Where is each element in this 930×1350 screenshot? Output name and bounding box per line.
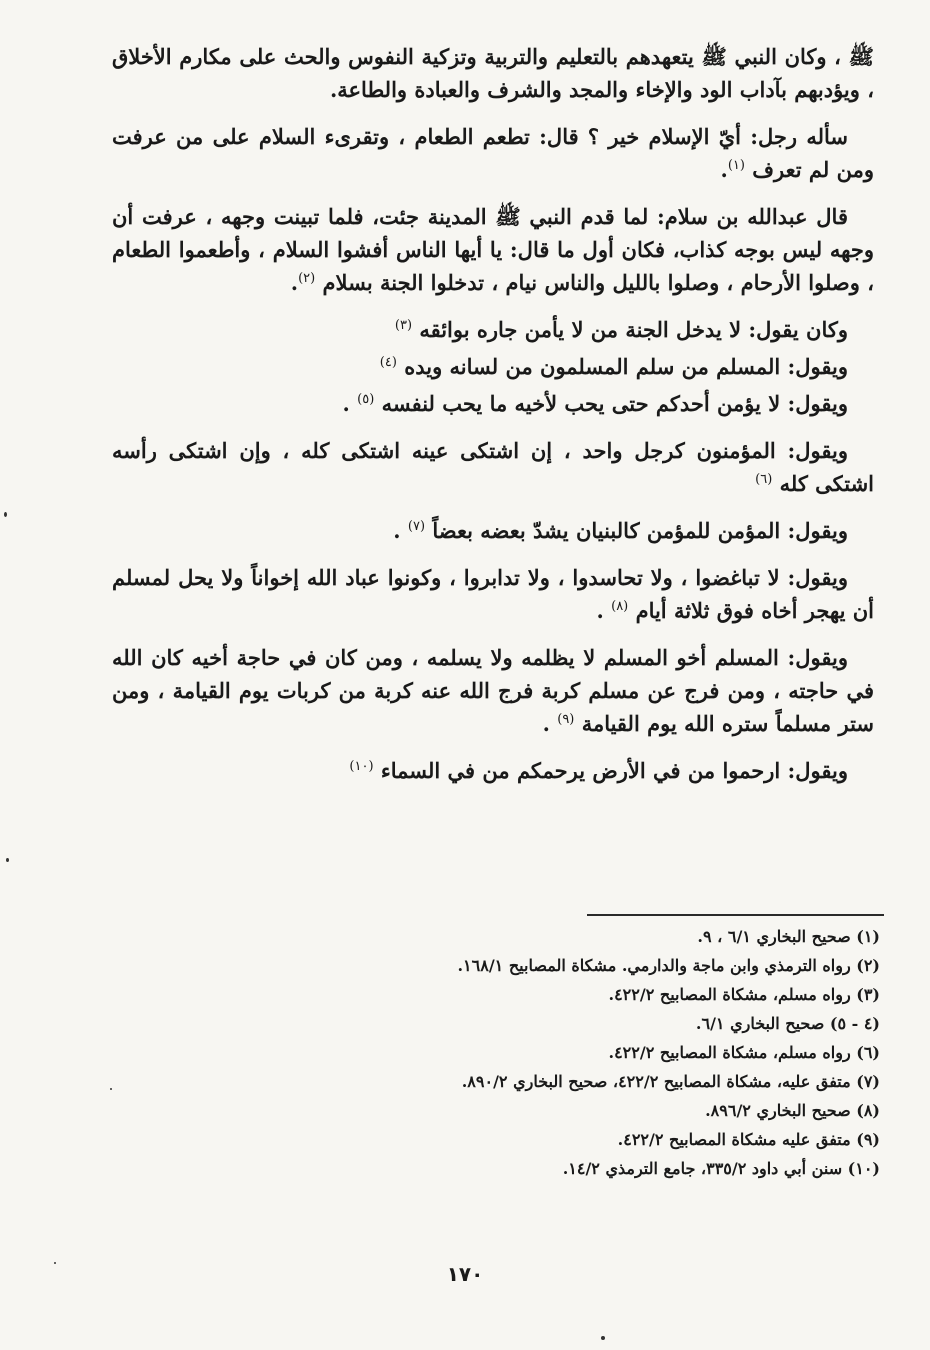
paragraph-6: ويقول: لا يؤمن أحدكم حتى يحب لأخيه ما يحب لنفسه $^{(٥)}$ . — [342, 391, 848, 416]
footnote-marker: (٣) — [394, 318, 413, 333]
paragraph-text: ﷺ ، وكان النبي ﷺ يتعهدهم بالتعليم والتربية وتزكية النفوس والحث على مكارم الأخلاق ، ويؤدبهم بآداب الود والإخاء والمجد والشرف والعبادة والطاعة. — [112, 44, 874, 102]
footnote: (٨) صحيح البخاري ٨٩٦/٢. — [705, 1101, 880, 1120]
paragraph-text: ويقول: ارحموا من في الأرض يرحمكم من في السماء — [380, 758, 848, 783]
paragraph-text: ويقول: المؤمن للمؤمن كالبنيان يشدّ بعضه بعضاً — [432, 518, 848, 543]
footnote-marker: (٦) — [755, 472, 773, 487]
footnotes — [300, 922, 880, 1183]
footnote-marker: (٨) — [611, 599, 629, 614]
footnote: (٢) رواه الترمذي وابن ماجة والدارمي. مشكاة المصابيح ١٦٨/١. — [457, 956, 880, 975]
footnote-marker: (٥) — [357, 392, 375, 407]
footnote-marker: (٧) — [407, 519, 426, 534]
scan-speck — [54, 1262, 56, 1264]
paragraph-text: ويقول: لا تباغضوا ، ولا تحاسدوا ، ولا تدابروا ، وكونوا عباد الله إخواناً ولا يحل لمسلم أن يهجر أخاه فوق ثلاثة أيام — [112, 565, 874, 623]
paragraph-3: قال عبدالله بن سلام: لما قدم النبي ﷺ المدينة جئت، فلما تبينت وجهه ، عرفت أن وجهه ليس بوجه كذاب، فكان أول ما قال: يا أيها الناس أفشوا السلام ، وأطعموا الطعام ، وصلوا الأرحام ، وصلوا بالليل والناس نيام ، تدخلوا الجنة بسلام $^{(٢)}$. — [112, 204, 874, 295]
footnote-separator — [587, 914, 884, 916]
paragraph-7 — [112, 434, 874, 500]
paragraph-text: ويقول: المسلم أخو المسلم لا يظلمه ولا يسلمه ، ومن كان في حاجة أخيه كان الله في حاجته ، ومن فرج عن مسلم كربة فرج الله عنه كربة من كربات يوم القيامة ، ومن ستر مسلماً ستره الله يوم القيامة — [112, 645, 874, 736]
footnote-marker: (٤) — [379, 355, 397, 370]
main-text — [112, 40, 874, 801]
paragraph-text: ويقول: لا يؤمن أحدكم حتى يحب لأخيه ما يحب لنفسه — [381, 391, 848, 416]
paragraph-text: ويقول: المؤمنون كرجل واحد ، إن اشتكى عينه اشتكى كله ، وإن اشتكى رأسه اشتكى كله — [112, 438, 874, 496]
page-number: ١٧٠ — [446, 1262, 484, 1286]
paragraph-11 — [112, 754, 874, 787]
footnote: (٧) متفق عليه، مشكاة المصابيح ٤٢٢/٢، صحيح البخاري ٨٩٠/٢. — [461, 1072, 880, 1091]
footnote-marker: (١٠) — [349, 759, 374, 774]
paragraph-1 — [112, 40, 874, 106]
footnote: (٩) متفق عليه مشكاة المصابيح ٤٢٢/٢. — [617, 1130, 880, 1149]
paragraph-10: ويقول: المسلم أخو المسلم لا يظلمه ولا يسلمه ، ومن كان في حاجة أخيه كان الله في حاجته ، ومن فرج عن مسلم كربة فرج الله عنه كربة من كربات يوم القيامة ، ومن ستر مسلماً ستره الله يوم القيامة $^{(٩)}$ . — [112, 645, 874, 736]
scan-speck — [601, 1336, 605, 1340]
scan-speck — [110, 1088, 112, 1090]
scan-speck — [6, 858, 9, 862]
footnote: (١) صحيح البخاري ٦/١ ، ٩. — [697, 927, 880, 946]
paragraph-text: قال عبدالله بن سلام: لما قدم النبي ﷺ المدينة جئت، فلما تبينت وجهه ، عرفت أن وجهه ليس بوجه كذاب، فكان أول ما قال: يا أيها الناس أفشوا السلام ، وأطعموا الطعام ، وصلوا الأرحام ، وصلوا بالليل والناس نيام ، تدخلوا الجنة بسلام — [112, 204, 874, 295]
paragraph-4 — [112, 313, 874, 346]
footnote: (١٠) سنن أبي داود ٣٣٥/٢، جامع الترمذي ١٤/٢. — [562, 1159, 880, 1178]
scan-speck — [4, 512, 7, 517]
footnote-marker: (١) — [727, 158, 745, 173]
paragraph-text: وكان يقول: لا يدخل الجنة من لا يأمن جاره بوائقه — [419, 317, 848, 342]
paragraph-9: ويقول: لا تباغضوا ، ولا تحاسدوا ، ولا تدابروا ، وكونوا عباد الله إخواناً ولا يحل لمسلم أن يهجر أخاه فوق ثلاثة أيام $^{(٨)}$ . — [112, 565, 874, 623]
footnote: (٤ - ٥) صحيح البخاري ٦/١. — [695, 1014, 880, 1033]
paragraph-5 — [112, 350, 874, 383]
paragraph-2: سأله رجل: أيّ الإسلام خير ؟ قال: تطعم الطعام ، وتقرىء السلام على من عرفت ومن لم تعرف $^{(١)}$. — [112, 124, 874, 182]
paragraph-8: ويقول: المؤمن للمؤمن كالبنيان يشدّ بعضه بعضاً $^{(٧)}$ . — [393, 518, 848, 543]
footnote-marker: (٩) — [557, 712, 575, 727]
footnote: (٦) رواه مسلم، مشكاة المصابيح ٤٢٢/٢. — [608, 1043, 880, 1062]
paragraph-text: سأله رجل: أيّ الإسلام خير ؟ قال: تطعم الطعام ، وتقرىء السلام على من عرفت ومن لم تعرف — [112, 124, 874, 182]
footnote: (٣) رواه مسلم، مشكاة المصابيح ٤٢٢/٢. — [608, 985, 880, 1004]
footnote-marker: (٢) — [298, 271, 316, 286]
paragraph-text: ويقول: المسلم من سلم المسلمون من لسانه ويده — [404, 354, 848, 379]
